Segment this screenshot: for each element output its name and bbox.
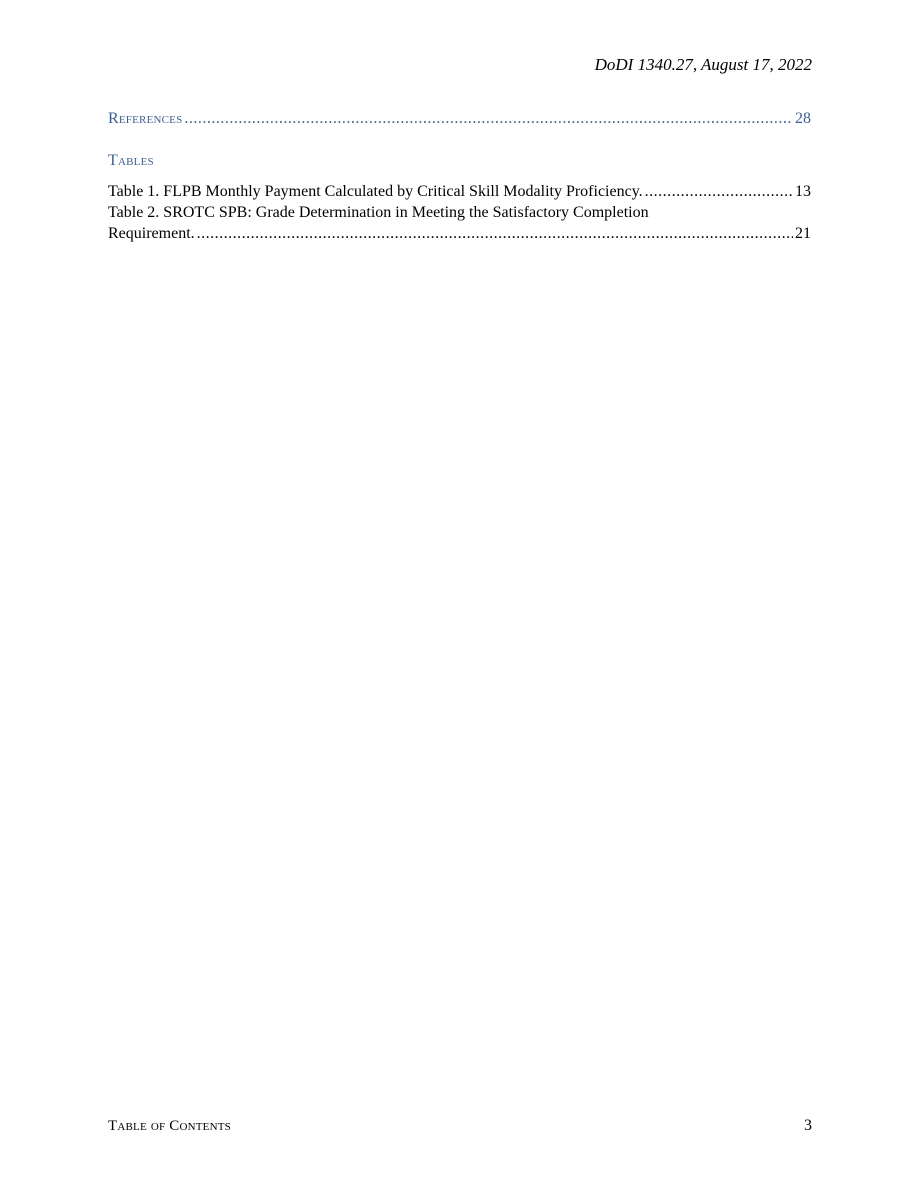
toc-entry-table-2[interactable]: [108, 224, 811, 244]
dot-leader: [184, 109, 793, 129]
toc-entry-label: References: [108, 110, 183, 127]
toc-entry-references[interactable]: [108, 109, 811, 129]
toc-entry-table-1[interactable]: [108, 182, 811, 202]
toc-entry-page: 13: [795, 183, 811, 200]
dot-leader: [645, 182, 793, 202]
footer-section-label: Table of Contents: [108, 1118, 231, 1134]
toc-entry-label: Requirement.: [108, 225, 195, 242]
document-id-header: DoDI 1340.27, August 17, 2022: [594, 55, 812, 74]
toc-entry-table-2-line1[interactable]: Table 2. SROTC SPB: Grade Determination in Meeting the Satisfactory Completion: [108, 204, 649, 221]
footer-page-number: 3: [804, 1117, 812, 1134]
tables-section-heading: Tables: [108, 152, 154, 169]
toc-entry-label: Table 1. FLPB Monthly Payment Calculated by Critical Skill Modality Proficiency.: [108, 183, 643, 200]
dot-leader: [197, 224, 793, 244]
toc-entry-page: 28: [795, 110, 811, 127]
toc-entry-page: 21: [795, 225, 811, 242]
